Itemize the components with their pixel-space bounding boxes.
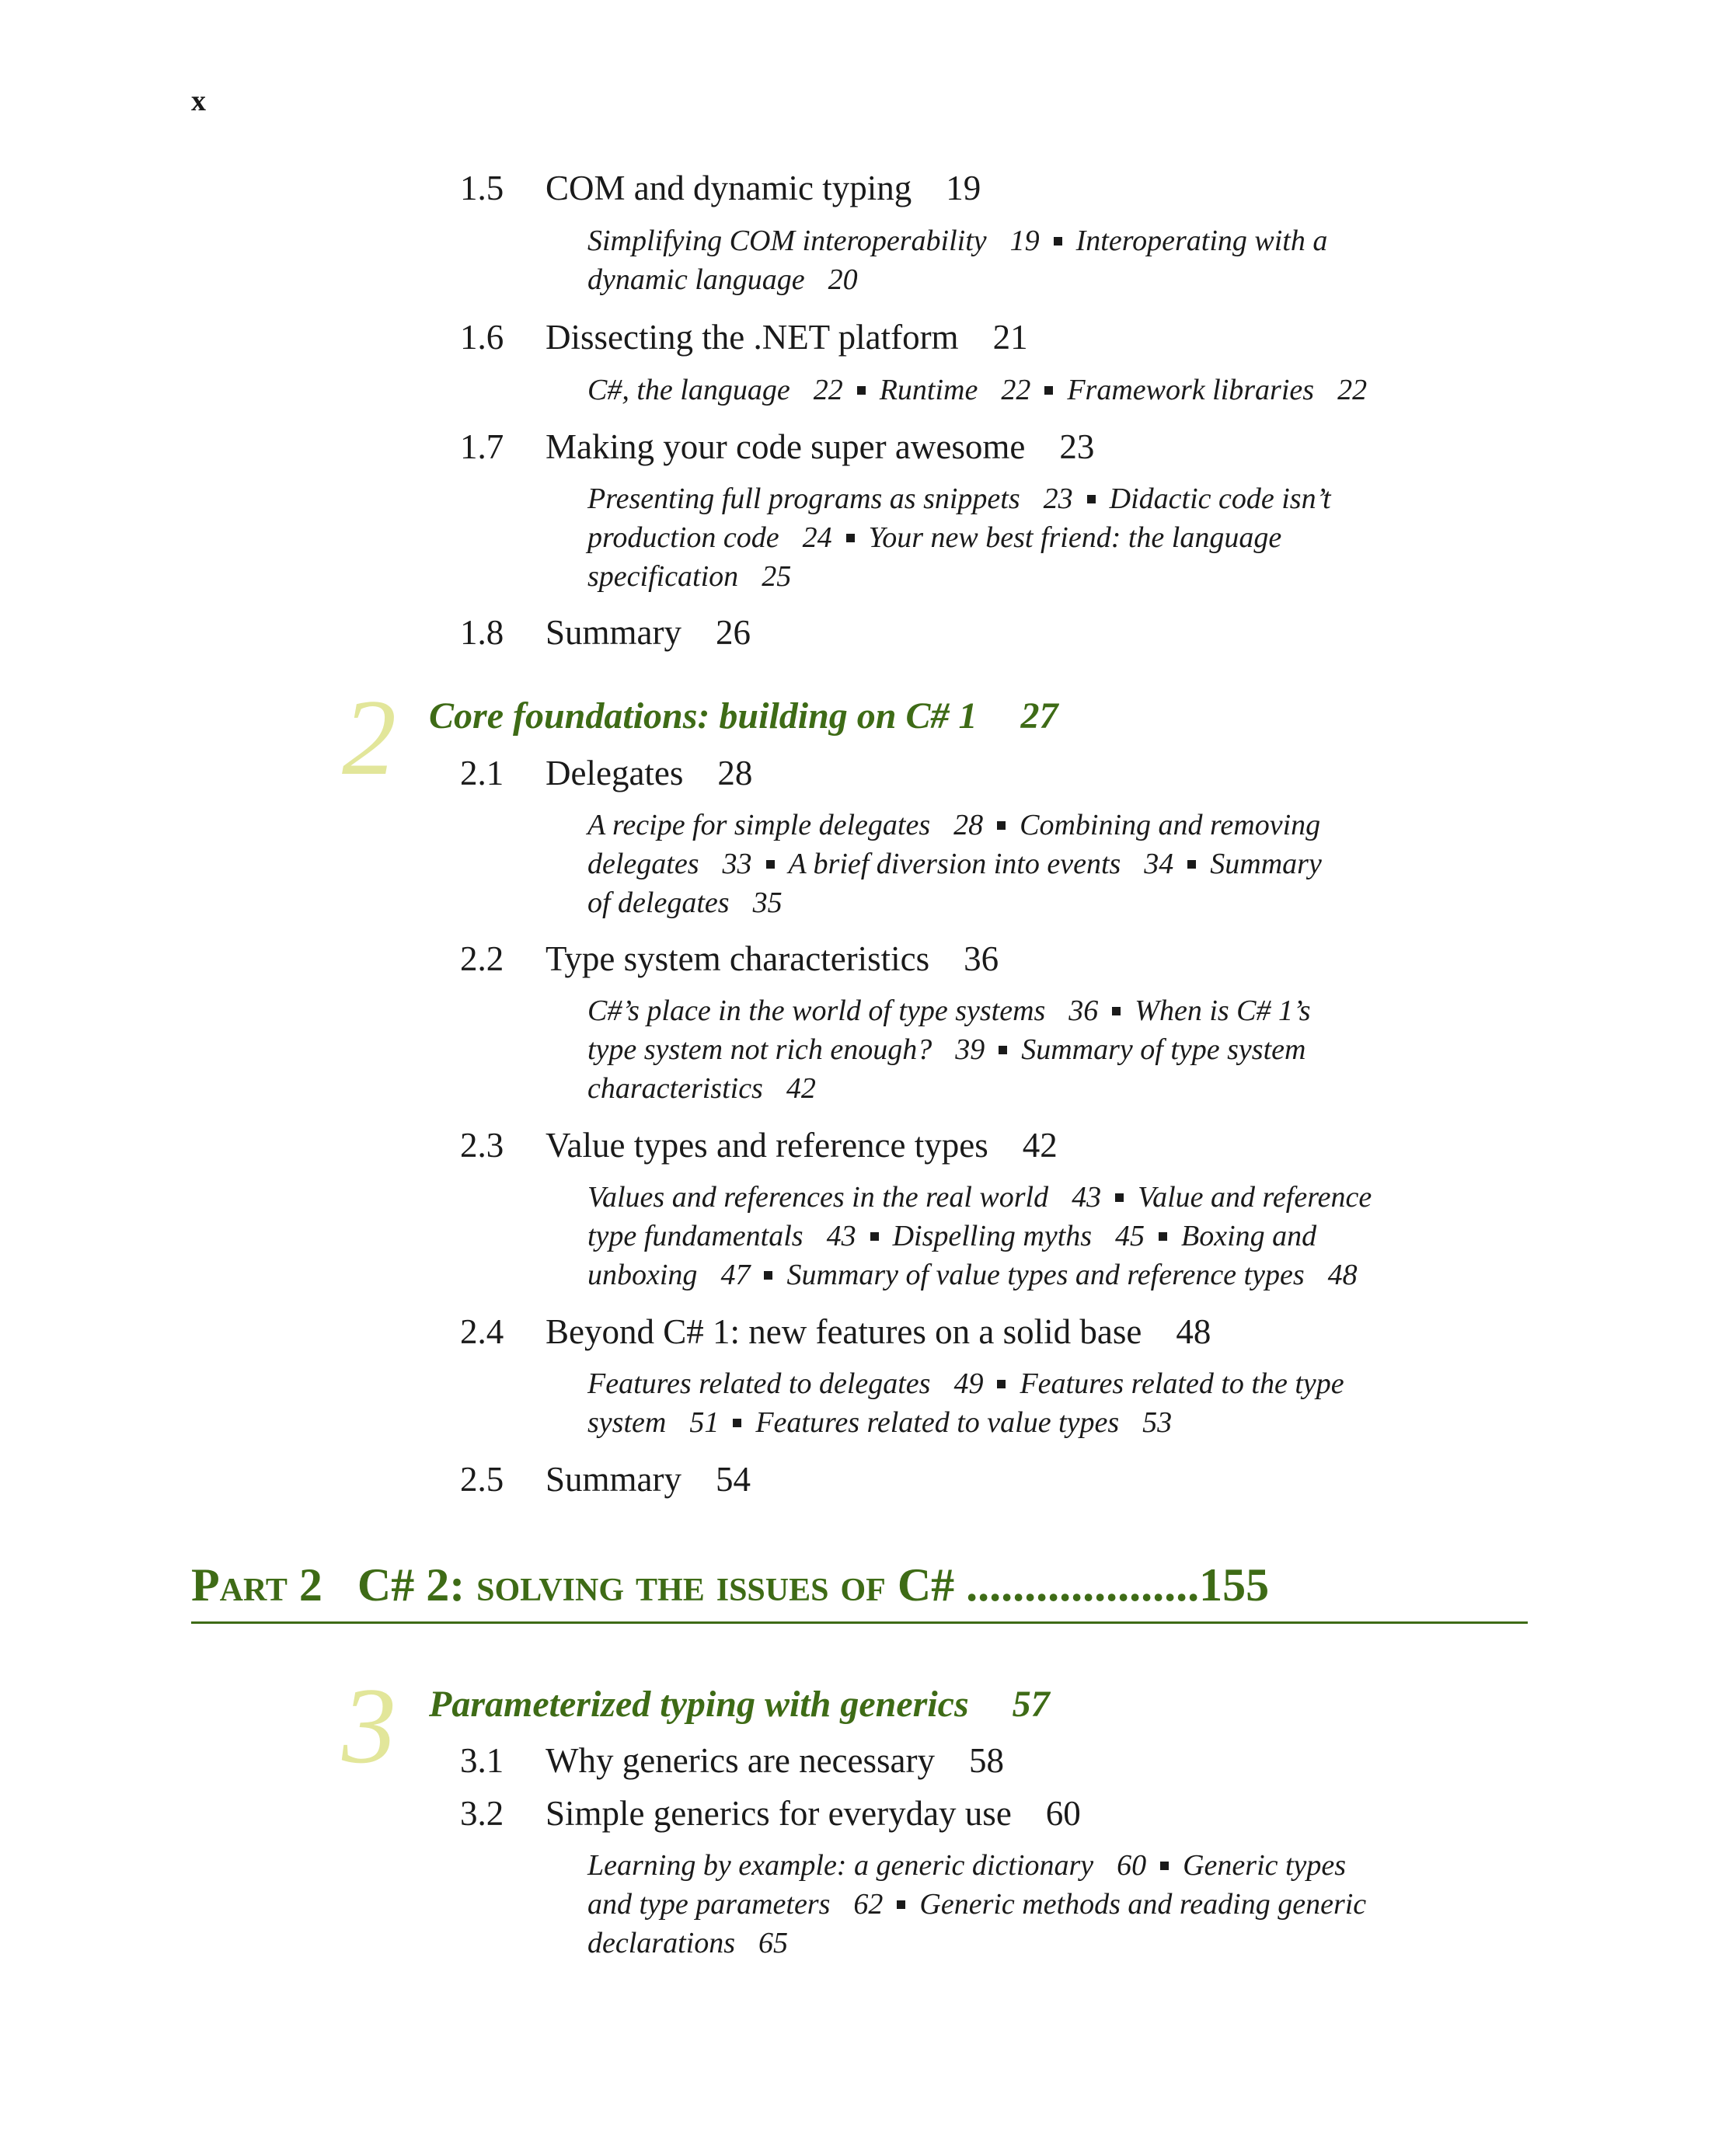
bullet-square-icon (846, 534, 855, 542)
bullet-square-icon (870, 1232, 879, 1241)
toc-section[interactable]: 2.3 Value types and reference types 42 (460, 1126, 1058, 1165)
toc-section[interactable]: 2.1 Delegates 28 (460, 754, 753, 792)
toc-subsection-line: system 51 Features related to value types 53 (587, 1406, 1173, 1439)
bullet-square-icon (997, 1380, 1006, 1388)
bullet-square-icon (1054, 237, 1062, 246)
toc-subsection-line: Features related to delegates 49 Features related to the type (587, 1367, 1344, 1400)
part-heading[interactable]: Part 2 C# 2: solving the issues of C# ....................155 (191, 1559, 1270, 1611)
toc-section[interactable]: 3.1 Why generics are necessary 58 (460, 1741, 1004, 1780)
toc-section[interactable]: 1.5 COM and dynamic typing 19 (460, 169, 981, 207)
chapter-number-3: 3 (342, 1666, 396, 1786)
bullet-square-icon (897, 1900, 905, 1909)
toc-subsection-line: type system not rich enough? 39 Summary of type system (587, 1033, 1306, 1066)
chapter-heading[interactable]: Core foundations: building on C# 1 27 (429, 695, 1058, 737)
toc-section[interactable]: 2.4 Beyond C# 1: new features on a solid base 48 (460, 1312, 1211, 1351)
bullet-square-icon (764, 1271, 772, 1280)
toc-subsection-line: production code 24 Your new best friend: the language (587, 521, 1282, 554)
toc-section[interactable]: 3.2 Simple generics for everyday use 60 (460, 1794, 1081, 1833)
toc-subsection-line: Presenting full programs as snippets 23 Didactic code isn’t (587, 482, 1331, 515)
toc-section[interactable]: 1.8 Summary 26 (460, 613, 751, 652)
bullet-square-icon (1087, 495, 1096, 503)
bullet-square-icon (857, 386, 866, 395)
bullet-square-icon (997, 821, 1006, 830)
toc-subsection-line: specification 25 (587, 560, 792, 593)
toc-section[interactable]: 1.6 Dissecting the .NET platform 21 (460, 318, 1028, 357)
toc-subsection-line: delegates 33 A brief diversion into events 34 Summary (587, 848, 1322, 880)
part-divider (191, 1621, 1528, 1624)
bullet-square-icon (1044, 386, 1053, 395)
toc-subsection-line: of delegates 35 (587, 886, 783, 919)
page-number: x (191, 85, 206, 117)
chapter-heading[interactable]: Parameterized typing with generics 57 (429, 1684, 1050, 1725)
toc-subsection-line: unboxing 47 Summary of value types and reference types 48 (587, 1259, 1358, 1291)
toc-subsection-line: Learning by example: a generic dictionary 60 Generic types (587, 1849, 1347, 1882)
toc-subsection-line: Simplifying COM interoperability 19 Interoperating with a (587, 225, 1328, 257)
toc-section[interactable]: 2.5 Summary 54 (460, 1460, 751, 1499)
chapter-number-2: 2 (342, 677, 396, 798)
bullet-square-icon (766, 860, 775, 869)
toc-section[interactable]: 1.7 Making your code super awesome 23 (460, 427, 1095, 466)
toc-subsection-line: declarations 65 (587, 1927, 788, 1959)
bullet-square-icon (1187, 860, 1196, 869)
toc-subsection-line: and type parameters 62 Generic methods and reading generic (587, 1888, 1367, 1921)
bullet-square-icon (733, 1419, 741, 1427)
toc-section[interactable]: 2.2 Type system characteristics 36 (460, 939, 999, 978)
toc-subsection-line: type fundamentals 43 Dispelling myths 45 Boxing and (587, 1220, 1317, 1252)
toc-subsection-line: characteristics 42 (587, 1072, 816, 1105)
bullet-square-icon (999, 1046, 1007, 1054)
toc-subsection-line: C#’s place in the world of type systems 36 When is C# 1’s (587, 994, 1311, 1027)
toc-subsection-line: C#, the language 22 Runtime 22 Framework libraries 22 (587, 374, 1368, 406)
bullet-square-icon (1159, 1232, 1167, 1241)
bullet-square-icon (1160, 1862, 1169, 1870)
toc-subsection-line: dynamic language 20 (587, 263, 858, 296)
bullet-square-icon (1112, 1007, 1121, 1015)
toc-subsection-line: Values and references in the real world 43 Value and reference (587, 1181, 1372, 1214)
bullet-square-icon (1115, 1193, 1124, 1202)
toc-subsection-line: A recipe for simple delegates 28 Combining and removing (587, 809, 1321, 841)
